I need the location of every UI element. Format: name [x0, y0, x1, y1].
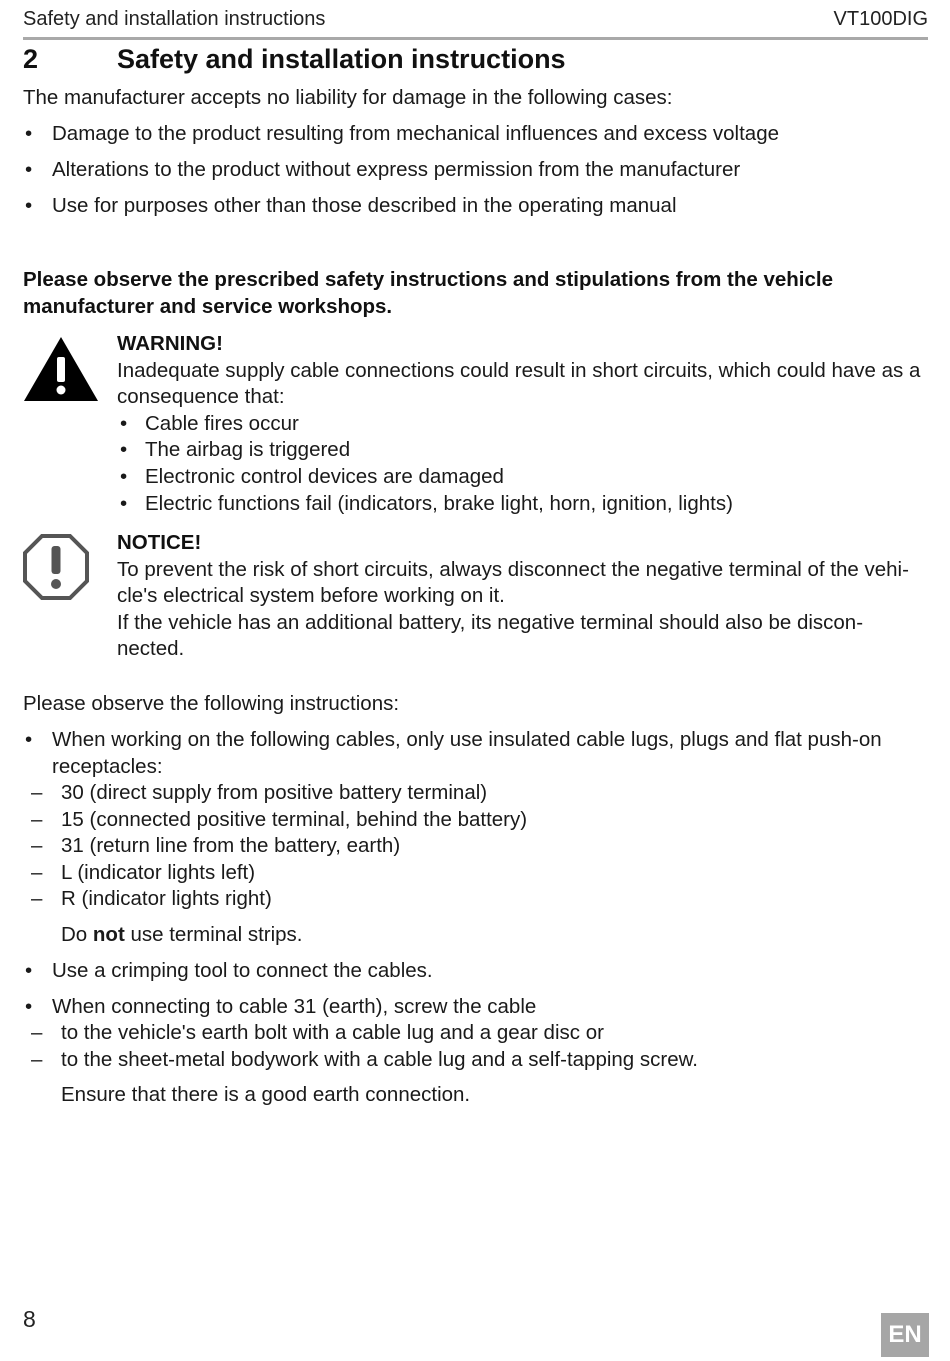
notice-block [117, 530, 930, 663]
instructions-list [23, 726, 928, 1108]
list-item: – L (indicator lights left) [31, 860, 256, 884]
list-item: • When working on the following cables, only use insulated cable lugs, plugs and flat push-on receptacles: – 30 (direct supply from positive battery terminal) – 15 (connected positive terminal, behind the battery) – 31 (return line from the battery, earth) – L (indicator lights left) – R (indicator lights right) Do not use terminal strips. [23, 726, 928, 948]
page-number: 8 [23, 1306, 36, 1332]
liability-list [23, 120, 928, 219]
warning-block [117, 331, 930, 517]
good-earth-note: Ensure that there is a good earth connection. [61, 1083, 471, 1107]
list-item: • Electronic control devices are damaged [120, 464, 504, 488]
warning-label: WARNING! [117, 332, 223, 355]
list-item: • The airbag is triggered [120, 438, 351, 462]
section-title: Safety and installation instructions [117, 44, 566, 74]
list-item: • When connecting to cable 31 (earth), screw the cable – to the vehicle's earth bolt with a cable lug and a gear disc or – to the sheet-metal bodywork with a cable lug and a self-tapping screw. Ensure that there is a good earth connection. [23, 993, 928, 1108]
list-item: – 30 (direct supply from positive battery terminal) [31, 781, 488, 804]
notice-text-additional-battery: If the vehicle has an additional battery, its negative terminal should also be discon-nected. [117, 610, 864, 661]
cable-terminal-list [23, 780, 928, 913]
running-header-title: Safety and installation instructions [23, 8, 326, 30]
list-item: – to the vehicle's earth bolt with a cable lug and a gear disc or [31, 1020, 604, 1044]
insulated-lugs-instruction: When working on the following cables, only use insulated cable lugs, plugs and flat push-on receptacles: [52, 728, 882, 778]
list-item: • Cable fires occur [120, 411, 299, 435]
running-header [23, 8, 928, 31]
list-item: • Use a crimping tool to connect the cables. [25, 958, 433, 982]
list-item: – 31 (return line from the battery, earth) [31, 834, 401, 858]
liability-intro: The manufacturer accepts no liability for damage in the following cases: [23, 86, 673, 109]
list-item: • Electric functions fail (indicators, brake light, horn, ignition, lights) [120, 491, 733, 515]
earth-connection-instruction: When connecting to cable 31 (earth), screw the cable [52, 994, 537, 1018]
language-badge: EN [881, 1313, 929, 1357]
notice-label: NOTICE! [117, 531, 202, 554]
warning-consequence-list [117, 411, 930, 517]
warning-text: Inadequate supply cable connections could result in short circuits, which could have as a consequence that: [117, 358, 921, 409]
instructions-intro: Please observe the following instructions: [23, 692, 400, 715]
list-item: – R (indicator lights right) [31, 887, 272, 911]
list-item: – to the sheet-metal bodywork with a cable lug and a self-tapping screw. [31, 1047, 698, 1071]
section-heading [23, 44, 566, 75]
warning-triangle-icon [22, 335, 100, 403]
safety-observe-note: Please observe the prescribed safety instructions and stipulations from the vehicle manufacturer and service workshops. [23, 268, 834, 318]
section-number: 2 [23, 44, 39, 74]
list-item: • Damage to the product resulting from mechanical influences and excess voltage [25, 122, 780, 145]
running-header-model: VT100DIG [833, 8, 928, 30]
header-divider [23, 37, 928, 40]
list-item: • Alterations to the product without express permission from the manufacturer [25, 158, 741, 181]
earth-screw-options [23, 1020, 928, 1073]
notice-octagon-icon [22, 533, 90, 601]
list-item: • Use for purposes other than those described in the operating manual [25, 194, 677, 217]
crimping-tool-instruction: Use a crimping tool to connect the cables. [52, 958, 433, 982]
terminal-strips-note: Do not use terminal strips. [61, 922, 303, 946]
notice-text-disconnect: To prevent the risk of short circuits, always disconnect the negative terminal of the vehi-cle's electrical system before working on it. [117, 557, 909, 608]
list-item: – 15 (connected positive terminal, behind the battery) [31, 807, 528, 831]
